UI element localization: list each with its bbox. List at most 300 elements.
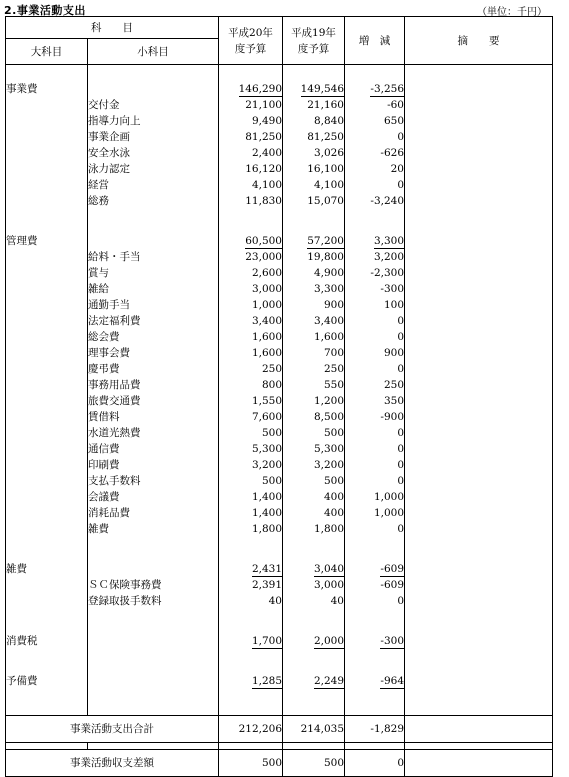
item-h19: 8,500 [283,409,345,425]
table-row [6,409,553,425]
item-h19: 81,250 [283,129,345,145]
empty-cell [6,265,88,281]
empty-cell [88,561,219,577]
header-h19-label: 平成19年度予算 [291,26,336,55]
empty-cell [283,689,345,716]
table-row [6,577,553,593]
tekiyou-cell [405,505,553,521]
empty-cell [345,625,405,633]
item-h19: 19,800 [283,249,345,265]
item-diff: 0 [345,473,405,489]
group-subtotal-row [6,633,553,649]
item-h20: 1,600 [219,329,283,345]
group-subtotal-row [6,233,553,249]
empty-cell [6,313,88,329]
total-label: 事業活動収支差額 [6,750,219,777]
spacer-row [6,609,553,625]
item-diff: 0 [345,521,405,537]
subtotal-h19-value: 57,200 [307,235,344,247]
subtotal-diff [345,81,405,97]
empty-cell [6,129,88,145]
empty-cell [405,743,553,750]
item-h20: 3,000 [219,281,283,297]
tekiyou-cell [405,177,553,193]
empty-cell [219,65,283,82]
item-name: 事業企画 [88,129,219,145]
tekiyou-cell [405,425,553,441]
header-tekiyou: 摘 要 [405,17,553,65]
subtotal-h20 [219,561,283,577]
table-row [6,313,553,329]
item-name: 総会費 [88,329,219,345]
empty-cell [88,537,219,553]
table-row [6,441,553,457]
tekiyou-cell [405,409,553,425]
item-diff: -609 [345,577,405,593]
tekiyou-cell [405,593,553,609]
empty-cell [6,665,88,673]
header-daikamoku: 大科目 [6,39,88,65]
tekiyou-cell [405,561,553,577]
item-h19: 400 [283,489,345,505]
empty-cell [345,553,405,561]
empty-cell [6,65,88,82]
spacer-row [6,553,553,561]
subtotal-h20 [219,673,283,689]
header-h20 [219,17,283,65]
empty-cell [219,225,283,233]
empty-cell [405,609,553,625]
subtotal-h20-value: 146,290 [238,83,282,95]
subtotal-diff-value: -3,256 [370,83,404,95]
item-h19: 40 [283,593,345,609]
subtotal-diff [345,561,405,577]
empty-cell [405,665,553,673]
table-row [6,521,553,537]
empty-cell [6,473,88,489]
empty-cell [88,225,219,233]
empty-cell [6,625,88,633]
tekiyou-cell [405,233,553,249]
item-h19: 21,160 [283,97,345,113]
item-h20: 500 [219,473,283,489]
item-name: 総務 [88,193,219,209]
spacer-row [6,65,553,82]
group-subtotal-row [6,673,553,689]
empty-cell [405,65,553,82]
empty-cell [219,689,283,716]
empty-cell [283,743,345,750]
empty-cell [6,249,88,265]
total-diff: 0 [345,750,405,777]
item-diff: 3,200 [345,249,405,265]
section-title: 2.事業活動支出 [4,4,86,17]
empty-cell [6,209,88,225]
balance-row [6,750,553,777]
empty-cell [405,625,553,633]
empty-cell [6,577,88,593]
spacer-row [6,625,553,633]
empty-cell [88,673,219,689]
spacer-row [6,689,553,716]
empty-cell [6,361,88,377]
item-h19: 3,200 [283,457,345,473]
total-diff: -1,829 [345,716,405,743]
empty-cell [6,345,88,361]
item-name: 印刷費 [88,457,219,473]
item-h19: 250 [283,361,345,377]
tekiyou-cell [405,577,553,593]
tekiyou-cell [405,345,553,361]
subtotal-h20-value: 60,500 [245,235,282,247]
item-h20: 40 [219,593,283,609]
tekiyou-cell [405,673,553,689]
subtotal-h19-value: 2,249 [313,675,344,687]
item-diff: 250 [345,377,405,393]
total-h19: 500 [283,750,345,777]
total-h20: 500 [219,750,283,777]
table-body [6,65,553,777]
header-h19 [283,17,345,65]
subtotal-h19-value: 2,000 [313,635,344,647]
tekiyou-cell [405,97,553,113]
subtotal-diff [345,673,405,689]
subtotal-h19-value: 3,040 [313,563,344,575]
empty-cell [6,537,88,553]
item-diff: 350 [345,393,405,409]
item-h19: 3,300 [283,281,345,297]
subtotal-h19 [283,673,345,689]
item-h20: 2,600 [219,265,283,281]
item-diff: -300 [345,281,405,297]
empty-cell [405,537,553,553]
tekiyou-cell [405,329,553,345]
empty-cell [345,665,405,673]
header-kamoku: 科 目 [6,17,219,39]
empty-cell [345,649,405,665]
item-diff: 100 [345,297,405,313]
table-row [6,249,553,265]
tekiyou-cell [405,457,553,473]
item-name: 会議費 [88,489,219,505]
empty-cell [88,233,219,249]
table-row [6,473,553,489]
item-h20: 1,000 [219,297,283,313]
empty-cell [6,649,88,665]
empty-cell [88,625,219,633]
total-row [6,716,553,743]
empty-cell [283,553,345,561]
empty-cell [283,609,345,625]
tekiyou-cell [405,489,553,505]
empty-cell [345,609,405,625]
item-diff: 650 [345,113,405,129]
item-h19: 15,070 [283,193,345,209]
header-h20-label: 平成20年度予算 [228,26,273,55]
empty-cell [405,649,553,665]
item-diff: -626 [345,145,405,161]
empty-cell [6,609,88,625]
empty-cell [6,281,88,297]
empty-cell [345,65,405,82]
empty-cell [6,593,88,609]
item-name: 水道光熱費 [88,425,219,441]
table-row [6,425,553,441]
empty-cell [6,329,88,345]
item-diff: 0 [345,361,405,377]
tekiyou-cell [405,145,553,161]
item-h19: 400 [283,505,345,521]
item-h20: 81,250 [219,129,283,145]
item-h19: 700 [283,345,345,361]
table-row [6,297,553,313]
item-h20: 9,490 [219,113,283,129]
item-h20: 2,391 [219,577,283,593]
item-h20: 250 [219,361,283,377]
item-name: 雑給 [88,281,219,297]
tekiyou-cell [405,313,553,329]
table-row [6,161,553,177]
item-h20: 1,400 [219,505,283,521]
subtotal-h19 [283,81,345,97]
subtotal-h19-value: 149,546 [300,83,344,95]
subtotal-h20-value: 1,285 [251,675,282,687]
item-name: 慶弔費 [88,361,219,377]
item-name: 安全水泳 [88,145,219,161]
tekiyou-cell [405,281,553,297]
subtotal-diff-value: -300 [380,635,404,647]
group-subtotal-row [6,81,553,97]
empty-cell [6,489,88,505]
unit-label: （単位：千円） [477,7,547,18]
empty-cell [88,209,219,225]
subtotal-h20 [219,633,283,649]
item-name: 泳力認定 [88,161,219,177]
subtotal-h20-value: 2,431 [251,563,282,575]
item-h20: 1,400 [219,489,283,505]
spacer-row [6,225,553,233]
item-diff: 0 [345,425,405,441]
empty-cell [345,743,405,750]
table-row [6,377,553,393]
item-name: 通勤手当 [88,297,219,313]
item-name: 経営 [88,177,219,193]
item-h20: 800 [219,377,283,393]
item-diff: 20 [345,161,405,177]
empty-cell [88,65,219,82]
item-h20: 5,300 [219,441,283,457]
table-row [6,361,553,377]
item-h19: 16,100 [283,161,345,177]
empty-cell [219,553,283,561]
item-diff: 0 [345,593,405,609]
tekiyou-cell [405,81,553,97]
subtotal-h20-value: 1,700 [251,635,282,647]
item-name: 指導力向上 [88,113,219,129]
empty-cell [283,65,345,82]
table-row [6,505,553,521]
subtotal-diff-value: -609 [380,563,404,575]
total-h19: 214,035 [283,716,345,743]
empty-cell [6,161,88,177]
item-h20: 1,800 [219,521,283,537]
spacer-row [6,743,553,750]
item-name: 事務用品費 [88,377,219,393]
item-diff: 0 [345,329,405,345]
spacer-row [6,537,553,553]
empty-cell [88,649,219,665]
tekiyou-cell [405,633,553,649]
item-h20: 4,100 [219,177,283,193]
subtotal-h19 [283,233,345,249]
empty-cell [405,209,553,225]
item-diff: 0 [345,313,405,329]
empty-cell [6,553,88,561]
item-h20: 2,400 [219,145,283,161]
item-name: 支払手数料 [88,473,219,489]
tekiyou-cell [405,441,553,457]
table-row [6,113,553,129]
empty-cell [88,633,219,649]
item-diff: 0 [345,441,405,457]
empty-cell [88,609,219,625]
empty-cell [6,377,88,393]
item-name: 交付金 [88,97,219,113]
table-row [6,593,553,609]
header-shokamoku: 小科目 [88,39,219,65]
spacer-row [6,649,553,665]
group-name: 消費税 [6,633,88,649]
table-row [6,129,553,145]
empty-cell [88,743,219,750]
empty-cell [345,209,405,225]
tekiyou-cell [405,113,553,129]
empty-cell [283,625,345,633]
item-name: 消耗品費 [88,505,219,521]
subtotal-diff [345,633,405,649]
item-h20: 7,600 [219,409,283,425]
table-row [6,489,553,505]
empty-cell [405,689,553,716]
table-row [6,193,553,209]
item-name: 雑費 [88,521,219,537]
tekiyou-cell [405,393,553,409]
item-h20: 23,000 [219,249,283,265]
item-name: 通信費 [88,441,219,457]
item-h19: 3,000 [283,577,345,593]
empty-cell [345,225,405,233]
empty-cell [6,457,88,473]
empty-cell [6,97,88,113]
empty-cell [6,297,88,313]
empty-cell [345,689,405,716]
item-diff: -3,240 [345,193,405,209]
subtotal-h19 [283,633,345,649]
tekiyou-cell [405,161,553,177]
item-name: 旅費交通費 [88,393,219,409]
item-h19: 3,400 [283,313,345,329]
empty-cell [88,689,219,716]
empty-cell [283,665,345,673]
item-name: 給料・手当 [88,249,219,265]
empty-cell [6,409,88,425]
item-diff: -900 [345,409,405,425]
empty-cell [6,441,88,457]
table-row [6,97,553,113]
empty-cell [6,505,88,521]
item-diff: 0 [345,129,405,145]
item-diff: 1,000 [345,505,405,521]
item-h20: 16,120 [219,161,283,177]
item-h20: 3,200 [219,457,283,473]
empty-cell [219,609,283,625]
item-name: 賃借料 [88,409,219,425]
empty-cell [219,537,283,553]
group-name: 雑費 [6,561,88,577]
tekiyou-cell [405,265,553,281]
group-name: 管理費 [6,233,88,249]
tekiyou-cell [405,377,553,393]
empty-cell [6,521,88,537]
subtotal-diff [345,233,405,249]
tekiyou-cell [405,129,553,145]
item-h19: 500 [283,425,345,441]
item-name: 登録取扱手数料 [88,593,219,609]
empty-cell [283,649,345,665]
item-h19: 5,300 [283,441,345,457]
empty-cell [6,743,88,750]
item-h20: 3,400 [219,313,283,329]
empty-cell [6,177,88,193]
item-name: 理事会費 [88,345,219,361]
group-name: 予備費 [6,673,88,689]
spacer-row [6,665,553,673]
item-h20: 21,100 [219,97,283,113]
table-row [6,393,553,409]
empty-cell [88,665,219,673]
item-h19: 900 [283,297,345,313]
item-diff: -2,300 [345,265,405,281]
subtotal-h19 [283,561,345,577]
table-row [6,281,553,297]
item-diff: 1,000 [345,489,405,505]
tekiyou-cell [405,361,553,377]
item-diff: 900 [345,345,405,361]
empty-cell [219,209,283,225]
group-name: 事業費 [6,81,88,97]
item-diff: 0 [345,177,405,193]
total-h20: 212,206 [219,716,283,743]
item-h20: 1,550 [219,393,283,409]
header-zougen: 増 減 [345,17,405,65]
item-h19: 4,100 [283,177,345,193]
total-label: 事業活動支出合計 [6,716,219,743]
item-name: 賞与 [88,265,219,281]
item-name: 法定福利費 [88,313,219,329]
tekiyou-cell [405,473,553,489]
subtotal-h20 [219,233,283,249]
item-h19: 3,026 [283,145,345,161]
item-h19: 1,600 [283,329,345,345]
empty-cell [283,537,345,553]
empty-cell [219,625,283,633]
item-h19: 4,900 [283,265,345,281]
empty-cell [219,665,283,673]
item-name: ＳＣ保険事務費 [88,577,219,593]
tekiyou-cell [405,521,553,537]
item-h19: 1,800 [283,521,345,537]
tekiyou-cell [405,750,553,777]
